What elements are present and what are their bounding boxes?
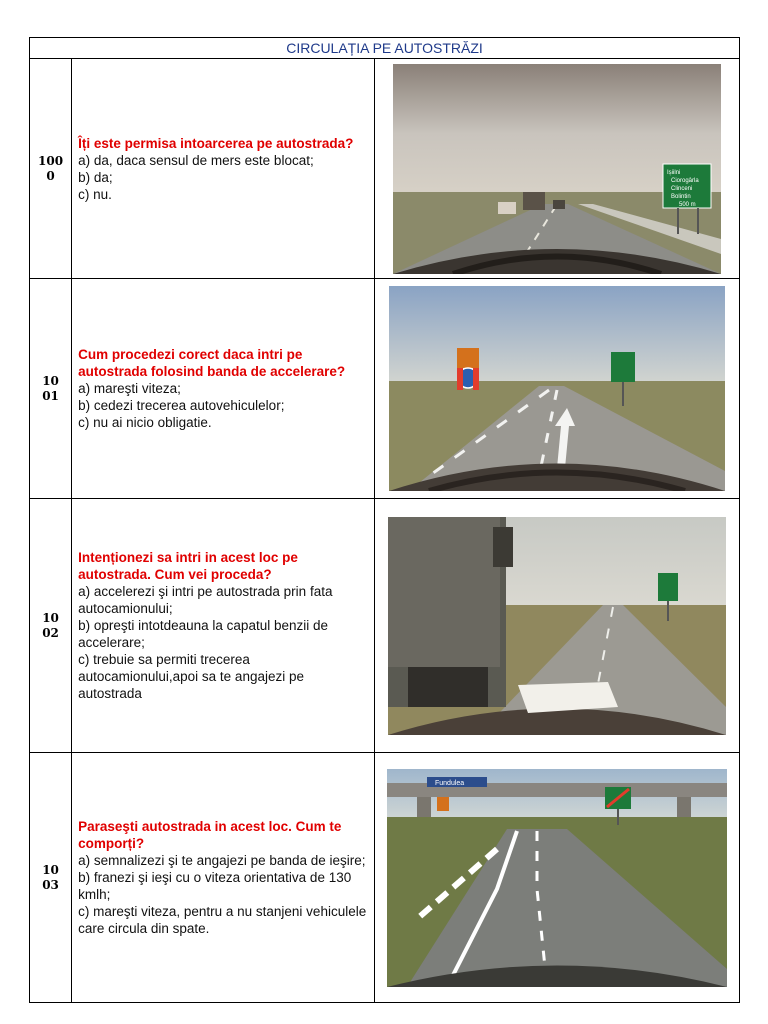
question-heading: Îți este permisa intoarcerea pe autostrada?: [78, 135, 354, 151]
question-photo-cell: [375, 753, 740, 1003]
answer-option-a[interactable]: a) accelerezi şi intri pe autostrada prin fata autocamionului;: [78, 584, 333, 616]
answer-option-a[interactable]: a) semnalizezi şi te angajezi pe banda de ieşire;: [78, 853, 366, 868]
highway-photo: [388, 517, 726, 735]
question-heading: Paraseşti autostrada in acest loc. Cum te comporți?: [78, 819, 342, 851]
question-row: [30, 59, 740, 279]
answer-option-b[interactable]: b) cedezi trecerea autovehiculelor;: [78, 398, 285, 413]
answer-option-b[interactable]: b) da;: [78, 169, 113, 185]
question-row: [30, 279, 740, 499]
question-number: 10 03: [30, 753, 72, 1003]
question-sheet: [29, 37, 740, 1003]
question-photo-cell: [375, 499, 740, 753]
question-photo-cell: [375, 59, 740, 279]
question-text-cell: [72, 59, 375, 279]
answer-option-a[interactable]: a) da, daca sensul de mers este blocat;: [78, 152, 314, 168]
answer-option-c[interactable]: c) trebuie sa permiti trecerea autocamionului,apoi sa te angajezi pe autostrada: [78, 652, 304, 701]
sign-line: 500 m: [679, 201, 696, 208]
answer-option-c[interactable]: c) nu ai nicio obligatie.: [78, 415, 212, 430]
sign-line: Fundulea: [435, 779, 465, 787]
sign-line: Bolintin: [671, 193, 691, 200]
question-number: 10 02: [30, 499, 72, 753]
sign-line: Ișiilni: [667, 169, 681, 176]
answer-option-b[interactable]: b) opreşti intotdeauna la capatul benzii de accelerare;: [78, 618, 328, 650]
question-text-cell: [72, 753, 375, 1003]
highway-photo: [387, 769, 727, 987]
answer-option-c[interactable]: c) mareşti viteza, pentru a nu stanjeni vehiculele care circula din spate.: [78, 904, 367, 936]
question-text-cell: [72, 499, 375, 753]
sign-line: Ciorogârla: [671, 177, 699, 184]
question-heading: Cum procedezi corect daca intri pe autostrada folosind banda de accelerare?: [78, 347, 346, 379]
question-number: 10 01: [30, 279, 72, 499]
page-title: CIRCULAȚIA PE AUTOSTRĂZI: [30, 38, 740, 59]
question-photo-cell: [375, 279, 740, 499]
question-number: 100 0: [30, 59, 72, 279]
highway-photo: [393, 64, 721, 274]
question-heading: Intenționezi sa intri in acest loc pe autostrada. Cum vei proceda?: [78, 550, 298, 582]
highway-photo: [389, 286, 725, 491]
answer-option-c[interactable]: c) nu.: [78, 186, 112, 202]
question-row: [30, 499, 740, 753]
question-text-cell: [72, 279, 375, 499]
answer-option-b[interactable]: b) franezi şi ieşi cu o viteza orientativa de 130 kmlh;: [78, 870, 352, 902]
answer-option-a[interactable]: a) mareşti viteza;: [78, 381, 181, 396]
sign-line: Clinceni: [671, 185, 693, 192]
question-row: [30, 753, 740, 1003]
